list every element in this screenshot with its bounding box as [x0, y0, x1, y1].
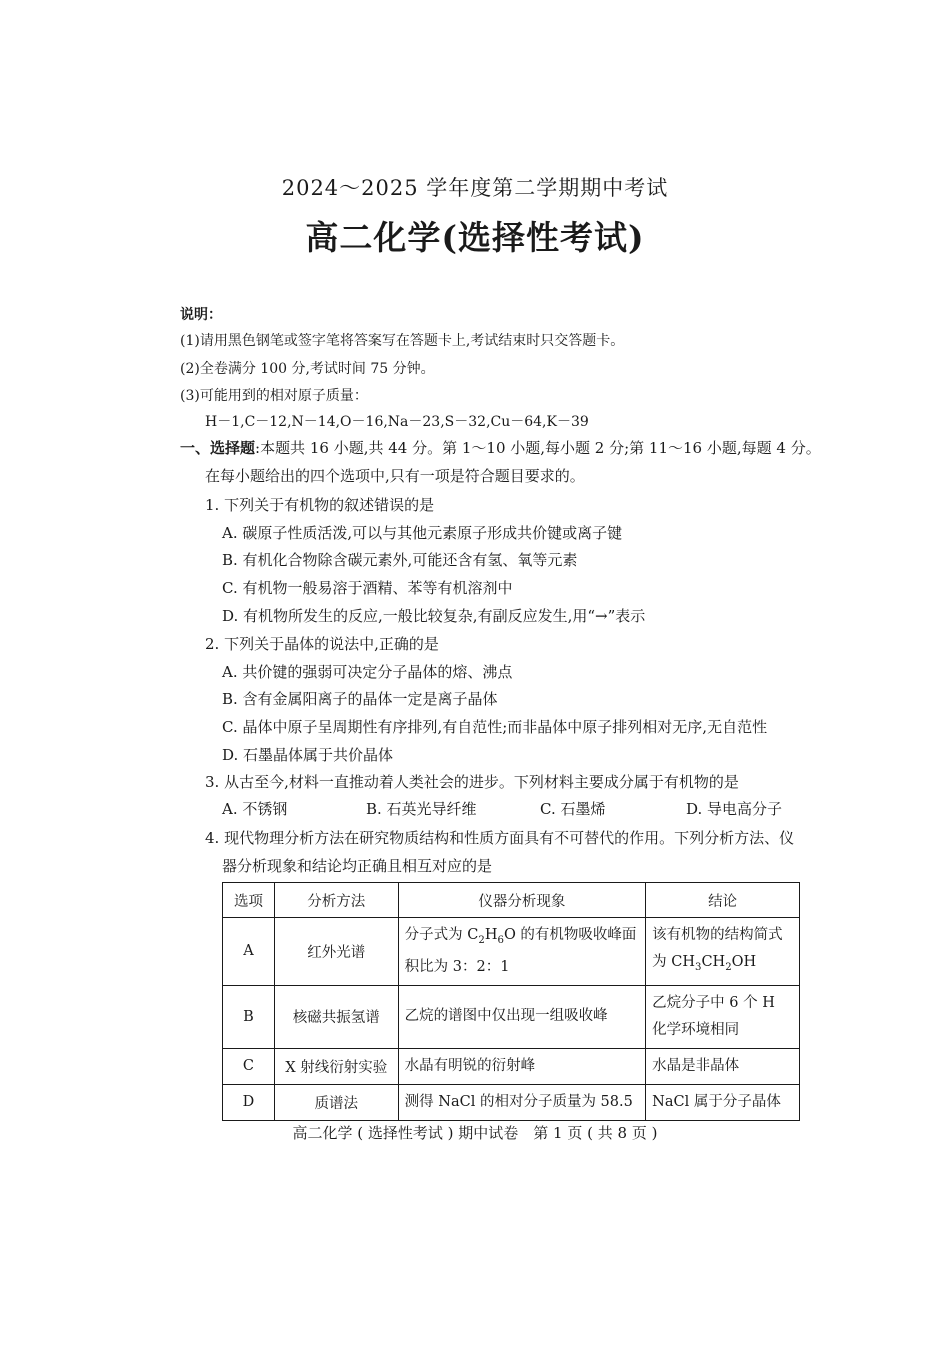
q4-header-conclusion: 结论 — [646, 883, 800, 918]
row-c-phenomenon: 水晶有明锐的衍射峰 — [398, 1048, 645, 1084]
q4-table — [222, 882, 800, 1121]
section-1-heading — [180, 437, 821, 458]
q4-header-method: 分析方法 — [274, 883, 398, 918]
note-2: (2)全卷满分 100 分,考试时间 75 分钟。 — [180, 361, 435, 377]
q4-header-phenomenon: 仪器分析现象 — [398, 883, 645, 918]
row-a-phen-part3: O 的有机物吸收峰面积比为 3：2：1 — [404, 927, 637, 975]
q1-option-d: D. 有机物所发生的反应,一般比较复杂,有副反应发生,用“→”表示 — [222, 607, 646, 625]
exam-header — [0, 172, 950, 259]
q3-option-a: A. 不锈钢 — [222, 800, 288, 818]
q4-header-option: 选项 — [223, 883, 275, 918]
q2-option-c: C. 晶体中原子呈周期性有序排列,有自范性;而非晶体中原子排列相对无序,无自范性 — [222, 718, 768, 736]
q1-stem: 1. 下列关于有机物的叙述错误的是 — [205, 496, 435, 514]
q2-option-d: D. 石墨晶体属于共价晶体 — [222, 746, 394, 764]
page-footer: 高二化学 ( 选择性考试 ) 期中试卷 第 1 页 ( 共 8 页 ) — [292, 1124, 658, 1142]
note-3: (3)可能用到的相对原子质量： — [180, 388, 368, 404]
q3-options — [222, 798, 802, 820]
row-a-phenomenon — [398, 918, 645, 986]
q3-stem: 3. 从古至今,材料一直推动着人类社会的进步。下列材料主要成分属于有机物的是 — [205, 773, 739, 791]
exam-subtitle: 2024～2025 学年度第二学期期中考试 — [281, 176, 669, 200]
row-d-option: D — [223, 1084, 275, 1120]
row-a-phen-part1: 分子式为 C — [404, 927, 479, 943]
row-a-concl-part2: CH — [701, 954, 726, 970]
row-a-phen-part2: H — [484, 927, 498, 943]
notes-title: 说明： — [180, 307, 222, 323]
q4-table-header-row — [223, 883, 800, 918]
row-c-method: X 射线衍射实验 — [274, 1048, 398, 1084]
row-a-option: A — [223, 918, 275, 986]
note-4-atomic-masses: H－1,C－12,N－14,O－16,Na－23,S－32,Cu－64,K－39 — [205, 414, 589, 430]
row-a-concl-part1: 该有机物的结构简式为 CH — [652, 927, 783, 970]
exam-title: 高二化学(选择性考试) — [305, 218, 645, 257]
table-row — [223, 1048, 800, 1084]
q2-option-b: B. 含有金属阳离子的晶体一定是离子晶体 — [222, 690, 498, 708]
row-c-conclusion: 水晶是非晶体 — [646, 1048, 800, 1084]
q3-option-b: B. 石英光导纤维 — [366, 800, 477, 818]
row-c-option: C — [223, 1048, 275, 1084]
row-d-method: 质谱法 — [274, 1084, 398, 1120]
row-a-phen-sub1: 2 — [478, 934, 485, 946]
note-1: (1)请用黑色钢笔或签字笔将答案写在答题卡上,考试结束时只交答题卡。 — [180, 333, 625, 349]
row-b-method: 核磁共振氢谱 — [274, 985, 398, 1048]
row-b-phenomenon: 乙烷的谱图中仅出现一组吸收峰 — [398, 985, 645, 1048]
row-a-method: 红外光谱 — [274, 918, 398, 986]
row-a-phen-sub2: 6 — [497, 934, 504, 946]
row-d-phenomenon: 测得 NaCl 的相对分子质量为 58.5 — [398, 1084, 645, 1120]
table-row — [223, 985, 800, 1048]
q3-option-d: D. 导电高分子 — [686, 800, 783, 818]
section-1-label: 一、选择题 — [180, 439, 256, 457]
row-d-conclusion: NaCl 属于分子晶体 — [646, 1084, 800, 1120]
q1-option-b: B. 有机化合物除含碳元素外,可能还含有氢、氧等元素 — [222, 551, 578, 569]
q1-option-a: A. 碳原子性质活泼,可以与其他元素原子形成共价键或离子键 — [222, 524, 623, 542]
row-a-concl-part3: OH — [731, 954, 757, 970]
row-a-concl-sub2: 2 — [725, 961, 732, 973]
row-a-conclusion — [646, 918, 800, 986]
q3-option-c: C. 石墨烯 — [540, 800, 606, 818]
table-row — [223, 918, 800, 986]
section-1-text: :本题共 16 小题,共 44 分。第 1～10 小题,每小题 2 分;第 11～16 小题,每题 4 分。 — [255, 439, 821, 457]
q2-option-a: A. 共价键的强弱可决定分子晶体的熔、沸点 — [222, 663, 513, 681]
row-b-conclusion: 乙烷分子中 6 个 H 化学环境相同 — [646, 985, 800, 1048]
q4-stem-line2: 器分析现象和结论均正确且相互对应的是 — [222, 857, 493, 875]
q4-stem-line1: 4. 现代物理分析方法在研究物质结构和性质方面具有不可替代的作用。下列分析方法、仪 — [205, 829, 795, 847]
row-b-option: B — [223, 985, 275, 1048]
section-1-text2: 在每小题给出的四个选项中,只有一项是符合题目要求的。 — [205, 467, 585, 485]
table-row — [223, 1084, 800, 1120]
q2-stem: 2. 下列关于晶体的说法中,正确的是 — [205, 635, 439, 653]
row-a-concl-sub1: 3 — [695, 961, 702, 973]
q1-option-c: C. 有机物一般易溶于酒精、苯等有机溶剂中 — [222, 579, 513, 597]
